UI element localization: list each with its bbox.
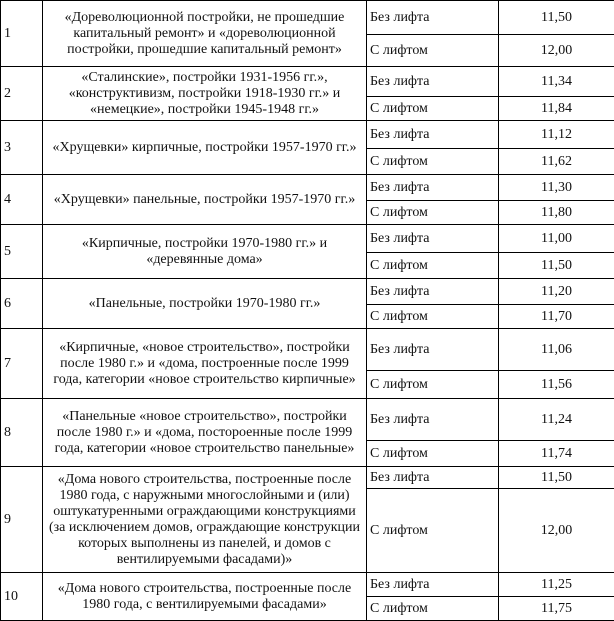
lift-label-without: Без лифта bbox=[367, 121, 499, 149]
price-with-lift: 11,80 bbox=[499, 201, 614, 225]
lift-label-with: С лифтом bbox=[367, 305, 499, 329]
lift-label-without: Без лифта bbox=[367, 225, 499, 253]
lift-label-without: Без лифта bbox=[367, 399, 499, 441]
table-row bbox=[1, 399, 614, 441]
building-type: «Дома нового строительства, построенные после 1980 года, с вентилируемыми фасадами» bbox=[43, 573, 367, 621]
building-type: «Панельные, постройки 1970-1980 гг.» bbox=[43, 279, 367, 329]
price-with-lift: 11,50 bbox=[499, 253, 614, 279]
price-without-lift: 11,06 bbox=[499, 329, 614, 371]
lift-label-without: Без лифта bbox=[367, 467, 499, 489]
table-row bbox=[1, 67, 614, 97]
lift-label-without: Без лифта bbox=[367, 1, 499, 35]
lift-label-with: С лифтом bbox=[367, 441, 499, 467]
price-without-lift: 11,34 bbox=[499, 67, 614, 97]
price-with-lift: 11,70 bbox=[499, 305, 614, 329]
table-row bbox=[1, 573, 614, 597]
lift-label-without: Без лифта bbox=[367, 573, 499, 597]
row-number: 4 bbox=[1, 175, 43, 225]
price-with-lift: 11,84 bbox=[499, 97, 614, 121]
price-without-lift: 11,50 bbox=[499, 467, 614, 489]
table-row bbox=[1, 467, 614, 489]
lift-label-with: С лифтом bbox=[367, 201, 499, 225]
building-type: «Дома нового строительства, построенные после 1980 года, с наружными многослойными и (или) оштукатуренными ограждающими конструкциями (за исключением домов, ограждающие конструкции которых выполнены из панелей, и домов с вентилируемыми фасадами)» bbox=[43, 467, 367, 573]
price-without-lift: 11,25 bbox=[499, 573, 614, 597]
lift-label-with: С лифтом bbox=[367, 371, 499, 399]
row-number: 8 bbox=[1, 399, 43, 467]
price-without-lift: 11,50 bbox=[499, 1, 614, 35]
row-number: 1 bbox=[1, 1, 43, 67]
table-row bbox=[1, 1, 614, 35]
price-without-lift: 11,30 bbox=[499, 175, 614, 201]
table-row bbox=[1, 329, 614, 371]
price-with-lift: 11,62 bbox=[499, 149, 614, 175]
row-number: 10 bbox=[1, 573, 43, 621]
building-type: «Кирпичные, постройки 1970-1980 гг.» и «деревянные дома» bbox=[43, 225, 367, 279]
lift-label-with: С лифтом bbox=[367, 149, 499, 175]
price-with-lift: 11,75 bbox=[499, 597, 614, 621]
lift-label-with: С лифтом bbox=[367, 35, 499, 67]
table-row bbox=[1, 225, 614, 253]
price-with-lift: 12,00 bbox=[499, 35, 614, 67]
price-without-lift: 11,24 bbox=[499, 399, 614, 441]
table-row bbox=[1, 279, 614, 305]
lift-label-with: С лифтом bbox=[367, 97, 499, 121]
row-number: 5 bbox=[1, 225, 43, 279]
building-type: «Хрущевки» панельные, постройки 1957-1970 гг.» bbox=[43, 175, 367, 225]
lift-label-without: Без лифта bbox=[367, 175, 499, 201]
price-without-lift: 11,00 bbox=[499, 225, 614, 253]
lift-label-with: С лифтом bbox=[367, 597, 499, 621]
price-with-lift: 11,74 bbox=[499, 441, 614, 467]
building-type: «Дореволюционной постройки, не прошедшие капитальный ремонт» и «дореволюционной постройки, прошедшие капитальный ремонт» bbox=[43, 1, 367, 67]
table-row bbox=[1, 175, 614, 201]
building-type: «Сталинские», постройки 1931-1956 гг.», «конструктивизм, постройки 1918-1930 гг.» и «немецкие», постройки 1945-1948 гг.» bbox=[43, 67, 367, 121]
lift-label-without: Без лифта bbox=[367, 279, 499, 305]
row-number: 7 bbox=[1, 329, 43, 399]
row-number: 6 bbox=[1, 279, 43, 329]
building-type: «Хрущевки» кирпичные, постройки 1957-1970 гг.» bbox=[43, 121, 367, 175]
building-type: «Панельные «новое строительство», постройки после 1980 г.» и «дома, постороенные после 1999 года, категории «новое строительство панельные» bbox=[43, 399, 367, 467]
price-without-lift: 11,20 bbox=[499, 279, 614, 305]
price-without-lift: 11,12 bbox=[499, 121, 614, 149]
row-number: 3 bbox=[1, 121, 43, 175]
row-number: 9 bbox=[1, 467, 43, 573]
lift-label-with: С лифтом bbox=[367, 489, 499, 573]
building-type: «Кирпичные, «новое строительство», постройки после 1980 г.» и «дома, построенные после 1999 года, категории «новое строительство кирпичные» bbox=[43, 329, 367, 399]
lift-label-without: Без лифта bbox=[367, 67, 499, 97]
table-row bbox=[1, 121, 614, 149]
row-number: 2 bbox=[1, 67, 43, 121]
price-with-lift: 12,00 bbox=[499, 489, 614, 573]
lift-label-with: С лифтом bbox=[367, 253, 499, 279]
lift-label-without: Без лифта bbox=[367, 329, 499, 371]
price-with-lift: 11,56 bbox=[499, 371, 614, 399]
